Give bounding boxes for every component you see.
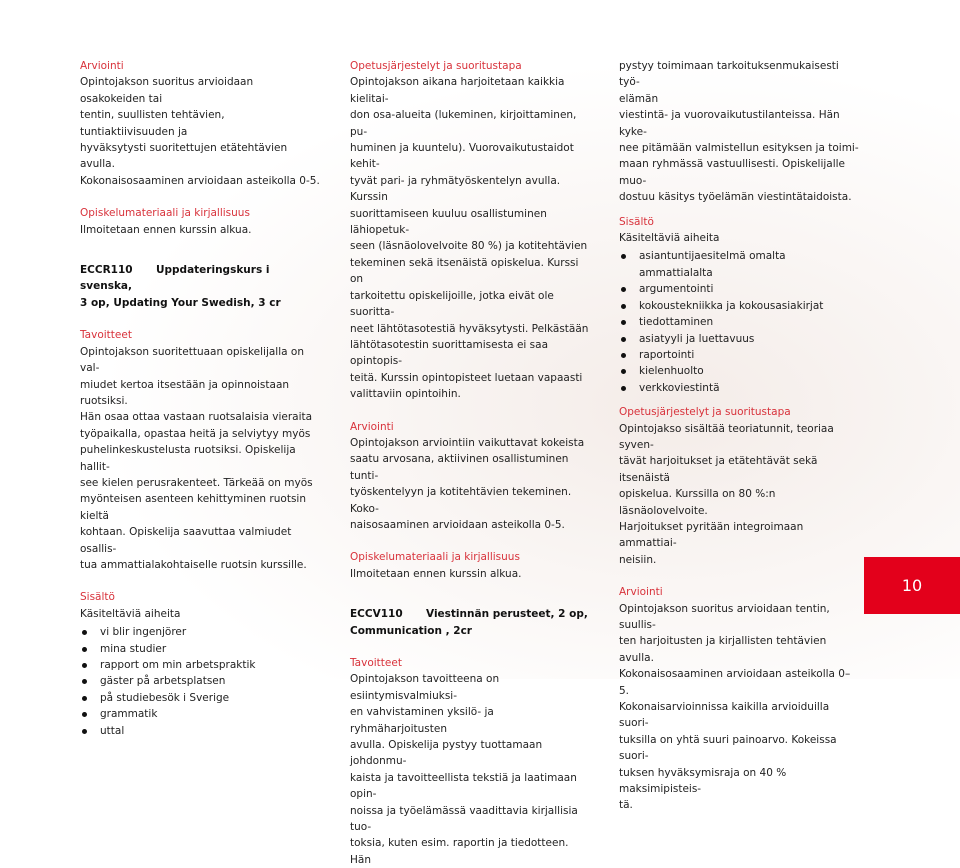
heading-tavoitteet: Tavoitteet (80, 329, 132, 342)
arviointi-text (80, 74, 320, 189)
text-line: see kielen perusrakenteet. Tärkeää on myös (80, 476, 313, 489)
arviointi-text (619, 601, 859, 814)
text-line: neet lähtötasotestiä hyväksytysti. Pelkästään (350, 322, 589, 335)
text-line: tävät harjoitukset ja etätehtävät sekä itsenäistä (619, 455, 818, 484)
sisalto-list (80, 624, 320, 739)
text-line: Kokonaisosaaminen arvioidaan asteikolla 0–5. (619, 668, 851, 697)
text-line: opiskelua. Kurssilla on 80 %:n läsnäolovelvoite. (619, 488, 776, 517)
text-line: tä. (619, 799, 633, 812)
text-line: teitä. Kurssin opintopisteet luetaan vapaasti (350, 371, 583, 384)
text-line: pystyy toimimaan tarkoituksenmukaisesti työ- (619, 60, 839, 89)
text-line: Hän osaa ottaa vastaan ruotsalaisia vieraita (80, 411, 313, 424)
course-code: ECCV110 (350, 608, 403, 621)
text-line: Kokonaisarvioinnissa kaikilla arvioiduilla suori- (619, 701, 830, 730)
list-item: rapport om min arbetspraktik (80, 657, 320, 673)
list-item: tiedottaminen (619, 314, 859, 330)
list-item: kokoustekniikka ja kokousasiakirjat (619, 298, 859, 314)
continued-text (619, 58, 859, 206)
sisalto-intro: Käsiteltäviä aiheita (80, 607, 181, 620)
text-line: Opintojakson tavoitteena on esiintymisvalmiuksi- (350, 673, 500, 702)
text-line: elämän (619, 92, 659, 105)
text-line: huminen ja kuuntelu). Vuorovaikutustaidot kehit- (350, 142, 574, 171)
course-name: Viestinnän perusteet, 2 op, (426, 608, 588, 621)
heading-tavoitteet: Tavoitteet (350, 657, 402, 669)
text-line: viestintä- ja vuorovaikutustilanteissa. Hän kyke- (619, 109, 840, 138)
text-line: hyväksytysti suoritettujen etätehtävien avulla. (80, 142, 288, 171)
text-line: kohtaan. Opiskelija saavuttaa valmiudet osallis- (80, 526, 292, 555)
text-line: maan ryhmässä vastuullisesti. Opiskelijalle muo- (619, 158, 846, 187)
text-line: naisosaaminen arvioidaan asteikolla 0-5. (350, 518, 565, 531)
text-line: työskentelyyn ja kotitehtävien tekeminen. Koko- (350, 486, 572, 515)
materiaali-text: Ilmoitetaan ennen kurssin alkua. (350, 567, 522, 580)
list-item: raportointi (619, 347, 859, 363)
text-line: myönteisen asenteen kehittyminen ruotsin kieltä (80, 493, 306, 522)
list-item: asiantuntijaesitelmä omalta ammattialalta (619, 248, 859, 281)
text-line: valittaviin opintoihin. (350, 388, 461, 401)
materiaali-text: Ilmoitetaan ennen kurssin alkua. (80, 223, 252, 236)
course-subtitle: Communication , 2cr (350, 624, 472, 637)
text-line: dostuu käsitys työelämän viestintätaidoista. (619, 191, 852, 204)
heading-sisalto: Sisältö (619, 215, 654, 228)
list-item: asiatyyli ja luettavuus (619, 331, 859, 347)
heading-arviointi: Arviointi (619, 586, 663, 599)
course-subtitle: 3 op, Updating Your Swedish, 3 cr (80, 296, 281, 309)
text-line: Kokonaisosaaminen arvioidaan asteikolla 0-5. (80, 174, 320, 187)
text-line: ten harjoitusten ja kirjallisten tehtävien avulla. (619, 635, 827, 664)
text-line: tentin, suullisten tehtävien, tuntiaktiivisuuden ja (80, 109, 225, 138)
text-line: tekeminen sekä itsenäistä opiskelua. Kurssi on (350, 256, 579, 286)
text-line: lähtötasotestin suorittamisesta ei saa opintopis- (350, 338, 549, 368)
text-line: tuksilla on yhtä suuri painoarvo. Kokeissa suori- (619, 733, 837, 763)
column-3 (619, 58, 859, 814)
tavoitteet-text (350, 671, 590, 868)
text-line: en vahvistaminen yksilö- ja ryhmäharjoitusten (350, 706, 494, 735)
arviointi-text (350, 435, 590, 533)
heading-arviointi: Arviointi (350, 420, 394, 433)
text-line: seen (läsnäolovelvoite 80 %) ja kotitehtävien (350, 240, 588, 253)
sisalto-list (619, 248, 859, 396)
list-item: gäster på arbetsplatsen (80, 673, 320, 689)
text-line: Opintojakson suoritus arvioidaan osakokeiden tai (80, 76, 254, 105)
text-line: Opintojakson arviointiin vaikuttavat kokeista (350, 436, 585, 449)
text-line: miudet kertoa itsestään ja opinnoistaan ruotsiksi. (80, 378, 290, 407)
list-item: på studiebesök i Sverige (80, 690, 320, 706)
text-line: tyvät pari- ja ryhmätyöskentelyn avulla. Kurssin (350, 174, 561, 204)
text-line: puhelinkeskustelusta ruotsiksi. Opiskelija hallit- (80, 444, 296, 473)
text-line: suorittamiseen kuuluu osallistuminen lähiopetuk- (350, 207, 547, 237)
text-line: Harjoitukset pyritään integroimaan ammattiai- (619, 520, 804, 550)
heading-opetus: Opetusjärjestelyt ja suoritustapa (619, 406, 791, 419)
tavoitteet-text (80, 344, 320, 574)
list-item: mina studier (80, 641, 320, 657)
column-2 (350, 58, 590, 868)
heading-arviointi: Arviointi (80, 60, 124, 72)
text-line: avulla. Opiskelija pystyy tuottamaan johdonmu- (350, 739, 543, 768)
text-line: kaista ja tavoitteellista tekstiä ja laatimaan opin- (350, 771, 577, 801)
text-line: neisiin. (619, 553, 657, 566)
list-item: verkkoviestintä (619, 380, 859, 396)
text-line: tarkoitettu opiskelijoille, jotka eivät ole suoritta- (350, 289, 554, 319)
list-item: argumentointi (619, 281, 859, 297)
text-line: Opintojakson aikana harjoitetaan kaikkia kielitai- (350, 76, 565, 105)
heading-materiaali: Opiskelumateriaali ja kirjallisuus (350, 551, 520, 564)
text-line: Opintojakso sisältää teoriatunnit, teoriaa syven- (619, 422, 834, 451)
course-title (350, 606, 590, 622)
text-line: Opintojakson suoritettuaan opiskelijalla on val- (80, 345, 304, 375)
opetus-text (619, 421, 859, 569)
text-line: tuksen hyväksymisraja on 40 % maksimipisteis- (619, 766, 787, 796)
text-line: nee pitämään valmistellun esityksen ja toimi- (619, 142, 859, 155)
opetus-text (350, 74, 590, 402)
list-item: uttal (80, 723, 320, 739)
text-line: toksia, kuten esim. raportin ja tiedotteen. Hän (350, 837, 569, 866)
text-line: tua ammattialakohtaiselle ruotsin kurssille. (80, 558, 307, 571)
list-item: vi blir ingenjörer (80, 624, 320, 640)
course-title (80, 262, 320, 295)
text-line: työpaikalla, opastaa heitä ja selviytyy myös (80, 427, 311, 440)
list-item: grammatik (80, 706, 320, 722)
text-line: don osa-alueita (lukeminen, kirjoittaminen, pu- (350, 109, 577, 138)
heading-opetus: Opetusjärjestelyt ja suoritustapa (350, 60, 522, 72)
text-line: Opintojakson suoritus arvioidaan tentin, suullis- (619, 602, 830, 631)
text-line: noissa ja työelämässä vaadittavia kirjallisia tuo- (350, 804, 578, 834)
column-1 (80, 58, 320, 739)
heading-materiaali: Opiskelumateriaali ja kirjallisuus (80, 207, 250, 220)
course-name: Uppdateringskurs i svenska, (80, 264, 270, 293)
course-code: ECCR110 (80, 264, 133, 277)
sisalto-intro: Käsiteltäviä aiheita (619, 232, 720, 245)
heading-sisalto: Sisältö (80, 591, 115, 604)
list-item: kielenhuolto (619, 363, 859, 379)
text-line: saatu arvosana, aktiivinen osallistuminen tunti- (350, 453, 569, 482)
page-number-badge: 10 (864, 557, 960, 614)
